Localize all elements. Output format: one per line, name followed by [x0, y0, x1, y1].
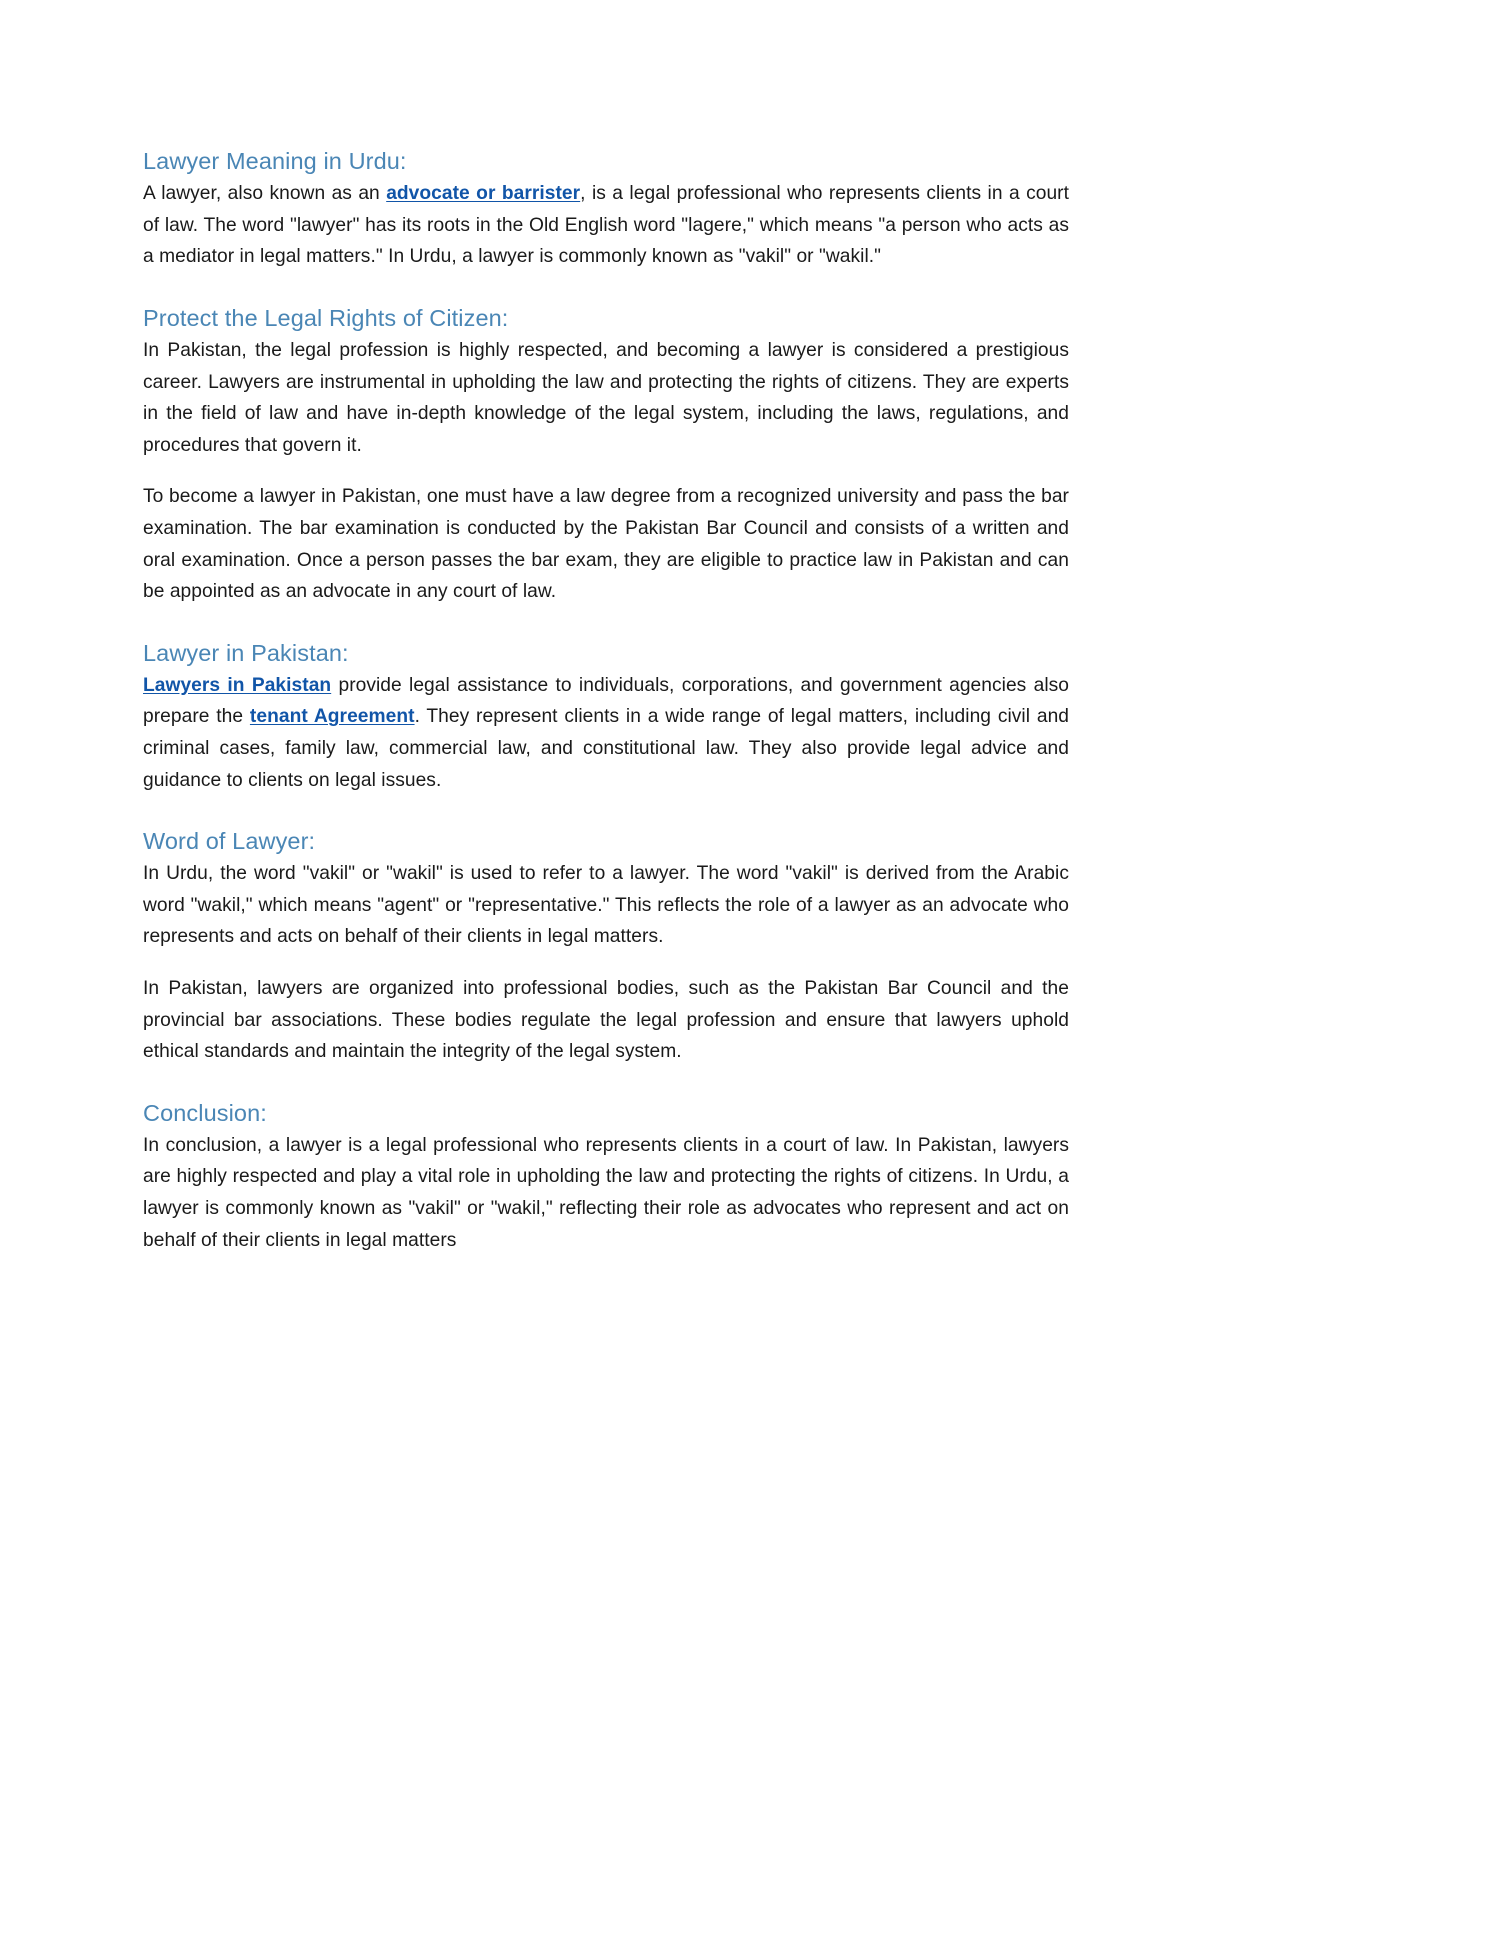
- text-run: . They represent clients in a wide range of legal matters, including civil and criminal cases, family law, commercial law, and constitutional law. They also provide legal advice and guidance to clients on legal issues.: [143, 706, 1070, 791]
- section-heading: Conclusion:: [143, 1099, 267, 1126]
- section-heading: Protect the Legal Rights of Citizen:: [143, 304, 509, 331]
- document-section: [143, 638, 1069, 796]
- document-section: [143, 303, 1069, 608]
- text-run: In Pakistan, the legal profession is highly respected, and becoming a lawyer is considered a prestigious career. Lawyers are instrumental in upholding the law and protecting the rights of citizens. They are experts in the field of law and have in-depth knowledge of the legal system, including the laws, regulations, and procedures that govern it.: [143, 339, 1069, 456]
- text-run: In Pakistan, lawyers are organized into professional bodies, such as the Pakistan Bar Council and the provincial bar associations. These bodies regulate the legal profession and ensure that lawyers uphold ethical standards and maintain the integrity of the legal system.: [143, 978, 1069, 1063]
- body-paragraph: [143, 1130, 1069, 1256]
- body-paragraph: [143, 858, 1069, 953]
- body-paragraph: [143, 670, 1069, 796]
- section-heading: Lawyer Meaning in Urdu:: [143, 148, 407, 174]
- document-section: [143, 1098, 1069, 1256]
- inline-link[interactable]: Lawyers in Pakistan: [143, 674, 332, 696]
- inline-link[interactable]: advocate or barrister: [386, 183, 581, 205]
- text-run: In conclusion, a lawyer is a legal professional who represents clients in a court of law. In Pakistan, lawyers are highly respected and play a vital role in upholding the law and protecting the rights of citizens. In Urdu, a lawyer is commonly known as "vakil" or "wakil," reflecting their role as advocates who represent and act on behalf of their clients in legal matters: [143, 1134, 1069, 1251]
- body-paragraph: [143, 481, 1069, 607]
- text-run: , is a legal professional who represents clients in a court of law. The word "lawyer" has its roots in the Old English word "lagere," which means "a person who acts as a mediator in legal matters." In Urdu, a lawyer is commonly known as "vakil" or "wakil.": [143, 183, 1069, 268]
- body-paragraph: [143, 178, 1069, 273]
- text-run: A lawyer, also known as an: [143, 183, 387, 205]
- section-heading: Word of Lawyer:: [143, 828, 316, 855]
- body-paragraph: [143, 973, 1069, 1068]
- text-run: In Urdu, the word "vakil" or "wakil" is used to refer to a lawyer. The word "vakil" is derived from the Arabic word "wakil," which means "agent" or "representative." This reflects the role of a lawyer as an advocate who represents and acts on behalf of their clients in legal matters.: [143, 863, 1069, 948]
- text-run: To become a lawyer in Pakistan, one must have a law degree from a recognized university and pass the bar examination. The bar examination is conducted by the Pakistan Bar Council and consists of a written and oral examination. Once a person passes the bar exam, they are eligible to practice law in Pakistan and can be appointed as an advocate in any court of law.: [143, 486, 1069, 603]
- section-heading: Lawyer in Pakistan:: [143, 639, 349, 666]
- document-section: [143, 146, 1069, 273]
- document-body: [143, 146, 1069, 1256]
- body-paragraph: [143, 335, 1069, 461]
- document-section: [143, 826, 1069, 1068]
- inline-link[interactable]: tenant Agreement: [249, 706, 415, 728]
- text-run: provide legal assistance to individuals, corporations, and government agencies also prepare the: [143, 674, 1069, 728]
